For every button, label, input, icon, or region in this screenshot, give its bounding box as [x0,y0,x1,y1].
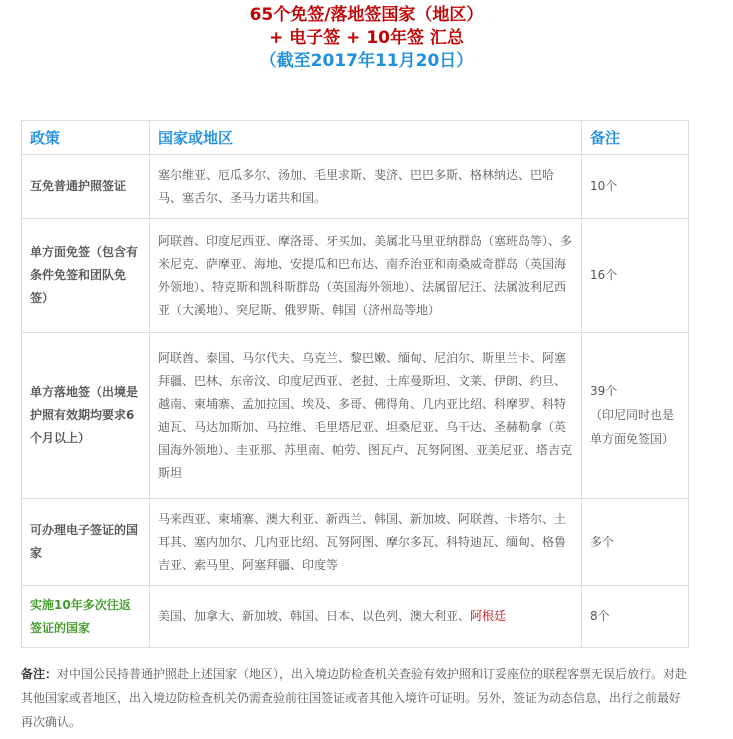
note-cell [582,333,689,499]
countries-cell: 阿联酋、泰国、马尔代夫、乌克兰、黎巴嫩、缅甸、尼泊尔、斯里兰卡、阿塞拜疆、巴林、东帝汶、印度尼西亚、老挝、土库曼斯坦、文莱、伊朗、约旦、越南、柬埔寨、孟加拉国、埃及、多哥、佛得角、几内亚比绍、科摩罗、科特迪瓦、马达加斯加、马拉维、毛里塔尼亚、坦桑尼亚、乌干达、圣赫勒拿（英国海外领地）、圭亚那、苏里南、帕劳、图瓦卢、瓦努阿图、亚美尼亚、塔吉克斯坦 [150,333,582,499]
title-date: （截至2017年11月20日） [259,51,474,71]
table-row [22,586,689,648]
table-row [22,333,689,499]
countries-cell [150,586,582,648]
policy-cell: 单方落地签（出境是护照有效期均要求6个月以上） [22,333,150,499]
table-row [22,219,689,333]
title-line-2: + 电子签 + 10年签 汇总 [269,28,464,48]
visa-policy-table [21,120,689,648]
note-cell: 16个 [582,219,689,333]
footnote-label: 备注： [21,667,58,681]
table-header-row [22,121,689,155]
policy-cell: 单方面免签（包含有条件免签和团队免签） [22,219,150,333]
countries-cell: 阿联酋、印度尼西亚、摩洛哥、牙买加、美属北马里亚纳群岛（塞班岛等）、多米尼克、萨摩亚、海地、安提瓜和巴布达、南乔治亚和南桑威奇群岛（英国海外领地）、特克斯和凯科斯群岛（英国海外领地）、法属留尼汪、法属波利尼西亚（大溪地）、突尼斯、俄罗斯、韩国（济州岛等地） [150,219,582,333]
note-detail: （印尼同时也是单方面免签国） [590,408,675,446]
countries-cell: 塞尔维亚、厄瓜多尔、汤加、毛里求斯、斐济、巴巴多斯、格林纳达、巴哈马、塞舌尔、圣马力诺共和国。 [150,155,582,219]
note-count: 39个 [590,384,618,398]
policy-cell: 可办理电子签证的国家 [22,499,150,586]
countries-cell: 马来西亚、柬埔寨、澳大利亚、新西兰、韩国、新加坡、阿联酋、卡塔尔、土耳其、塞内加尔、几内亚比绍、瓦努阿图、摩尔多瓦、科特迪瓦、缅甸、格鲁吉亚、索马里、阿塞拜疆、印度等 [150,499,582,586]
table-row [22,155,689,219]
note-cell: 10个 [582,155,689,219]
header-countries: 国家或地区 [150,121,582,155]
title-line-1: 65个免签/落地签国家（地区） [249,5,484,25]
note-cell: 8个 [582,586,689,648]
footnote [21,662,691,734]
header-note: 备注 [582,121,689,155]
header-policy: 政策 [22,121,150,155]
footnote-text: 对中国公民持普通护照赴上述国家（地区），出入境边防检查机关查验有效护照和订妥座位的联程客票无误后放行。对赴其他国家或者地区，出入境边防检查机关仍需查验前往国签证或者其他入境许可证明。另外，签证为动态信息，出行之前最好再次确认。 [21,667,688,729]
table-row [22,499,689,586]
countries-text: 美国、加拿大、新加坡、韩国、日本、以色列、澳大利亚、 [158,609,471,623]
policy-cell: 互免普通护照签证 [22,155,150,219]
policy-cell: 实施10年多次往返签证的国家 [22,586,150,648]
note-cell: 多个 [582,499,689,586]
countries-highlight: 阿根廷 [470,609,507,623]
